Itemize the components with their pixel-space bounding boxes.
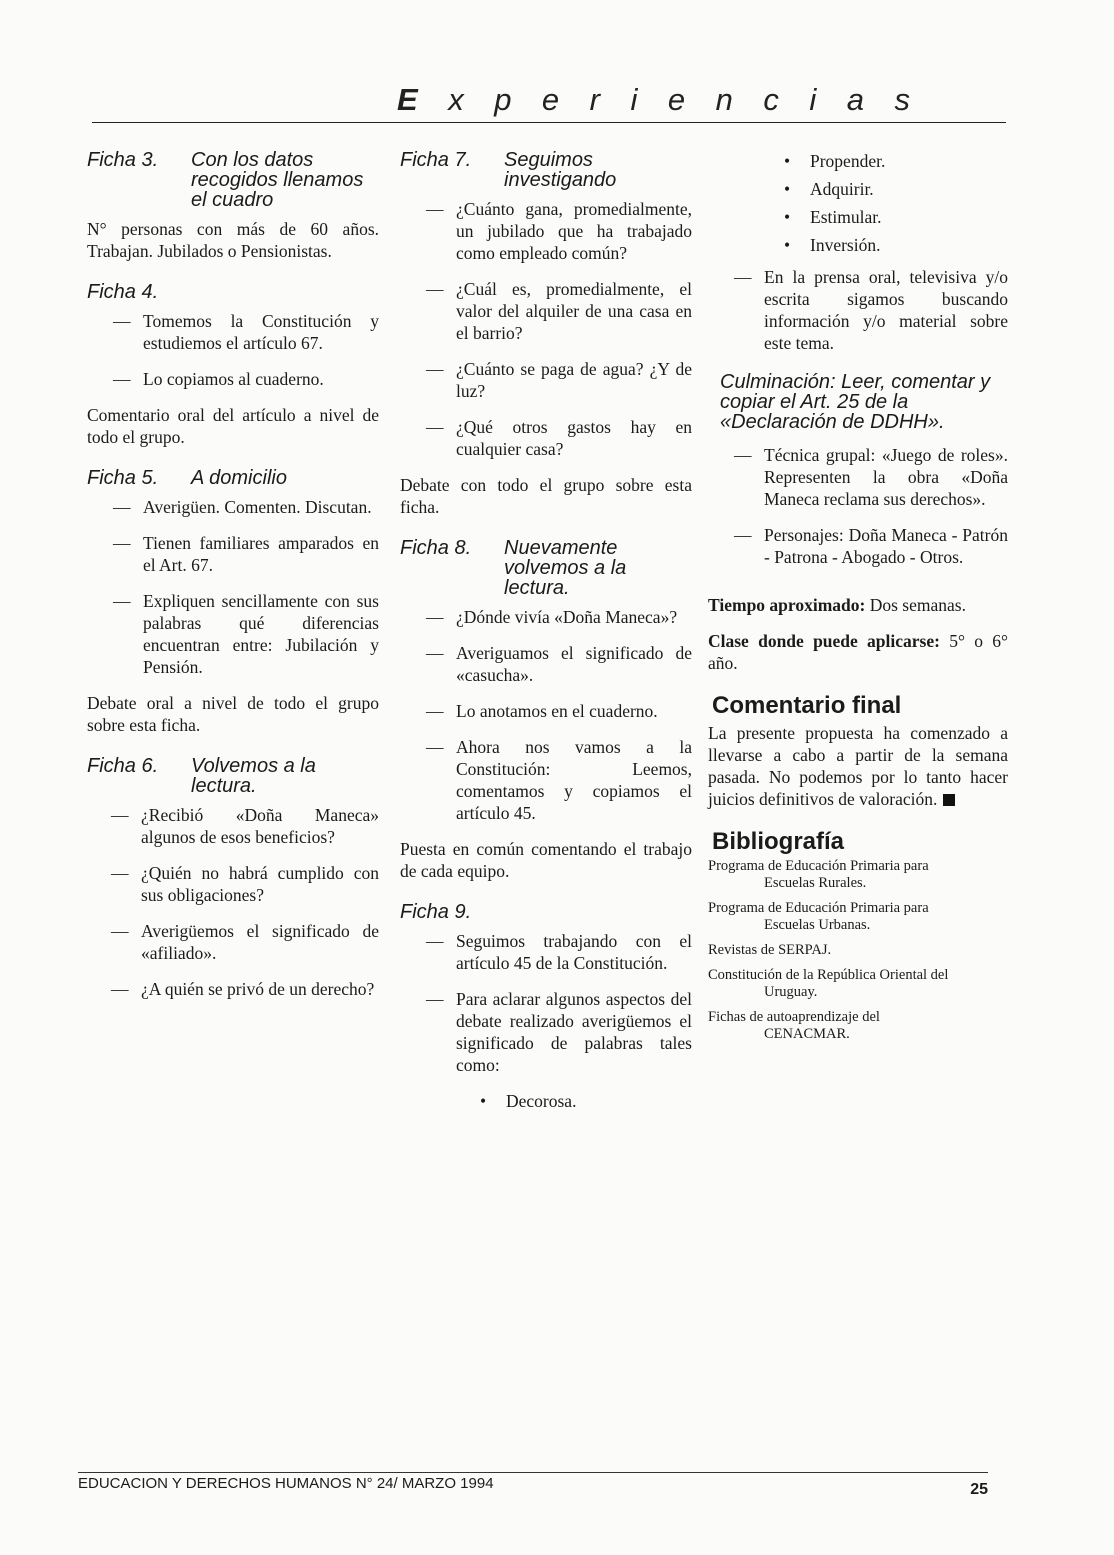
list-item: — En la prensa oral, televisiva y/o escrita sigamos buscando información y/o material sobre este tema. [734,267,1008,353]
biblio-item: Constitución de la República Oriental del Uruguay. [708,967,949,1000]
biblio-item: Programa de Educación Primaria para Escuelas Urbanas. [708,900,929,933]
list-item: — Para aclarar algunos aspectos del debate realizado averigüemos el significado de palabras tales como: [426,989,692,1075]
section-header [92,78,1006,123]
biblio-item: Programa de Educación Primaria para Escuelas Rurales. [708,858,929,891]
publication-info: EDUCACION Y DERECHOS HUMANOS N° 24/ MARZO 1994 [78,1475,494,1492]
bibliografia-heading: Bibliografía [712,828,845,855]
list-item: — Averiguamos el significado de «casucha». [426,643,692,685]
tiempo-aproximado: Tiempo aproximado: Dos semanas. [708,595,966,615]
list-item: — Ahora nos vamos a la Constitución: Leemos, comentamos y copiamos el artículo 45. [426,737,692,823]
list-item: — Lo anotamos en el cuaderno. [426,701,658,721]
page-footer [78,1472,988,1498]
list-item: — Expliquen sencillamente con sus palabras qué diferencias encuentran entre: Jubilación y Pensión. [113,591,379,677]
end-square-icon [943,794,955,806]
comentario-final-heading: Comentario final [712,692,902,719]
ficha-6-heading: Ficha 6. Volvemos a la lectura. [87,755,316,797]
bullet-item: • Decorosa. [480,1091,577,1111]
list-item: — ¿A quién se privó de un derecho? [111,979,375,999]
bullet-item: • Estimular. [784,207,882,227]
page-number: 25 [970,1481,988,1498]
list-item: — Tomemos la Constitución y estudiemos el artículo 67. [113,311,379,353]
comentario-final-text: La presente propuesta ha comenzado a llevarse a cabo a partir de la semana pasada. No podemos por lo tanto hacer juicios definitivos de valoración. [708,723,1008,809]
list-item: — ¿Qué otros gastos hay en cualquier casa? [426,417,692,459]
ficha-5-text: Debate oral a nivel de todo el grupo sobre esta ficha. [87,693,379,735]
list-item: — Averigüemos el significado de «afiliado». [111,921,379,963]
biblio-item: Revistas de SERPAJ. [708,942,832,958]
ficha-7-text: Debate con todo el grupo sobre esta ficha. [400,475,692,517]
ficha-3-heading: Ficha 3. Con los datos recogidos llenamos el cuadro [87,149,364,211]
culminacion-heading: Culminación: Leer, comentar y copiar el Art. 25 de la «Declaración de DDHH». [720,371,991,433]
ficha-8-text: Puesta en común comentando el trabajo de cada equipo. [400,839,692,881]
list-item: — ¿Cuánto gana, promedialmente, un jubilado que ha trabajado como empleado común? [426,199,692,263]
list-item: — Personajes: Doña Maneca - Patrón - Patrona - Abogado - Otros. [734,525,1008,567]
biblio-item: Fichas de autoaprendizaje del CENACMAR. [708,1009,880,1042]
ficha-9-heading: Ficha 9. [400,901,472,923]
list-item: — ¿Recibió «Doña Maneca» algunos de esos beneficios? [111,805,379,847]
ficha-3-text: N° personas con más de 60 años. Trabajan. Jubilados o Pensionistas. [87,219,379,261]
bibliografia-list [708,858,1008,1043]
list-item: — Técnica grupal: «Juego de roles». Representen la obra «Doña Maneca reclama sus derechos». [734,445,1008,509]
bullet-item: • Adquirir. [784,179,874,199]
column-1 [87,150,379,1014]
bullet-item: • Inversión. [784,235,881,255]
column-3 [708,150,1008,1051]
list-item: — ¿Cuánto se paga de agua? ¿Y de luz? [426,359,692,401]
column-2 [400,150,692,1118]
list-item: — ¿Cuál es, promedialmente, el valor del alquiler de una casa en el barrio? [426,279,692,343]
list-item: — ¿Quién no habrá cumplido con sus obligaciones? [111,863,379,905]
list-item: — Tienen familiares amparados en el Art. 67. [113,533,379,575]
bullet-item: • Propender. [784,151,886,171]
list-item: — Seguimos trabajando con el artículo 45 de la Constitución. [426,931,692,973]
ficha-4-text: Comentario oral del artículo a nivel de todo el grupo. [87,405,379,447]
list-item: — ¿Dónde vivía «Doña Maneca»? [426,607,678,627]
clase-aplicable: Clase donde puede aplicarse: 5° o 6° año. [708,631,1008,673]
section-title: Experiencias [397,82,941,117]
list-item: — Averigüen. Comenten. Discutan. [113,497,372,517]
ficha-5-heading: Ficha 5. A domicilio [87,467,287,489]
ficha-8-heading: Ficha 8. Nuevamente volvemos a la lectura. [400,537,627,599]
ficha-4-heading: Ficha 4. [87,281,159,303]
ficha-7-heading: Ficha 7. Seguimos investigando [400,149,617,191]
list-item: — Lo copiamos al cuaderno. [113,369,324,389]
